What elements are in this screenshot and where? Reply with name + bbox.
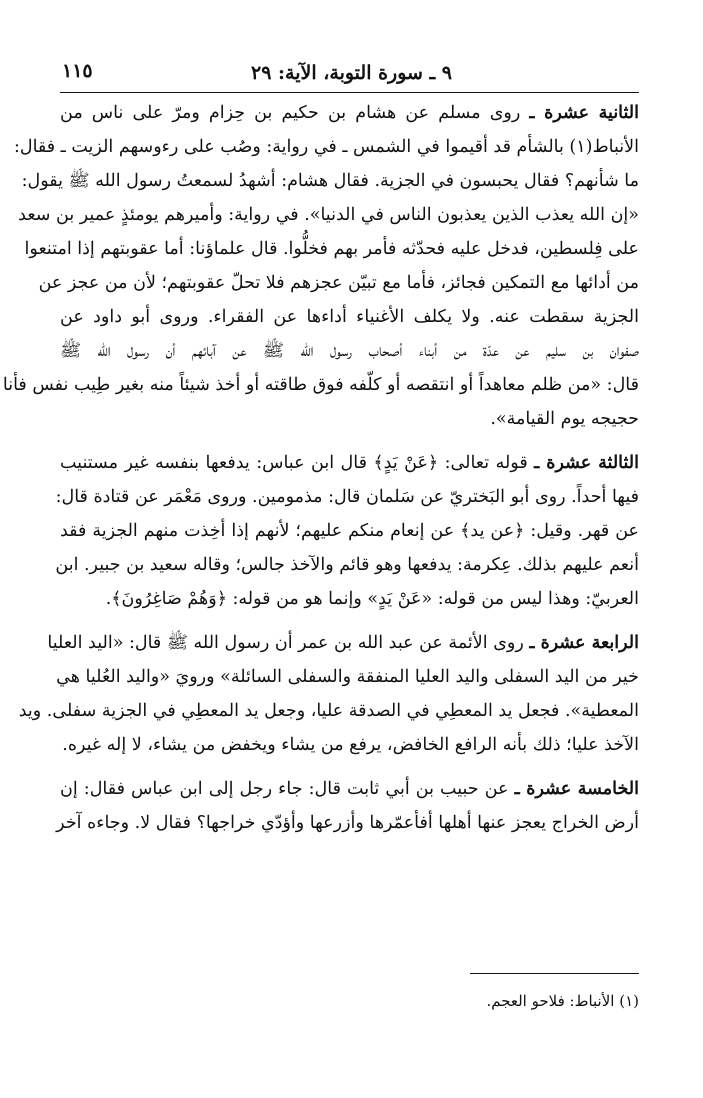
page-header: [60, 58, 643, 88]
text-line: صفوان بن سليم عن عدّة من أبناء أصحاب رسول الله ﷺ عن آبائهم أن رسول الله ﷺ: [60, 341, 639, 361]
text-line: العربيّ: وهذا ليس من قوله: «عَنْ يَدٍ» وإنما هو من قوله: ﴿وَهُمْ صَاغِرُونَ﴾.: [105, 589, 639, 609]
text-line: خير من اليد السفلى واليد العليا المنفقة والسفلى السائلة» ورويَ «واليد العُليا هي: [56, 667, 639, 687]
paragraph-13: [55, 446, 639, 616]
text-line: فيها أحداً. روى أبو البَختريّ عن سَلمان قال: مذمومين. وروى مَعْمَر عن قتادة قال:: [55, 487, 639, 507]
paragraph-12: [2, 96, 639, 436]
text-line: عن قهر. وقيل: ﴿عن يد﴾ عن إنعام منكم عليهم؛ لأنهم إذا أخِذت منهم الجزية فقد: [60, 521, 639, 541]
text-line: حجيجه يوم القيامة».: [490, 409, 639, 429]
text-line: ما شأنهم؟ فقال يحبسون في الجزية. فقال هشام: أشهدُ لسمعتُ رسول الله ﷺ يقول:: [21, 171, 639, 191]
text-line: الأنباط(١) بالشأم قد أقيموا في الشمس ـ في رواية: وصُب على رءوسهم الزيت ـ فقال:: [13, 137, 639, 157]
text-line: أنعم عليهم بذلك. عِكرمة: يدفعها وهو قائم والآخذ جالس؛ وقاله سعيد بن جبير. ابن: [55, 555, 639, 575]
text-line: المعطية». فجعل يد المعطِي في الصدقة عليا، وجعل يد المعطِي في الجزية سفلى. ويد: [18, 701, 639, 721]
paragraph-heading: الثانية عشرة ـ: [529, 103, 639, 123]
text-line: من أدائها مع التمكين فجائز، فأما مع تبيّن عجزهم فلا تحلّ عقوبتهم؛ لأن من عجز عن: [38, 273, 639, 293]
body-text: [2, 96, 639, 850]
paragraph-heading: الرابعة عشرة ـ: [529, 633, 639, 653]
text-line: عن حبيب بن أبي ثابت قال: جاء رجل إلى ابن عباس فقال: إن: [60, 779, 509, 799]
text-line: أرض الخراج يعجز عنها أهلها أفأعمّرها وأزرعها وأؤدّي خراجها؟ فقال لا. وجاءه آخر: [56, 813, 639, 833]
paragraph-15: [56, 772, 639, 840]
text-line: «إن الله يعذب الذين يعذبون الناس في الدنيا». في رواية: وأميرهم يومئذٍ عمير بن سعد: [18, 205, 639, 225]
page-number: ١١٥: [62, 60, 93, 82]
running-title: ٩ ـ سورة التوبة، الآية: ٢٩: [251, 62, 452, 84]
header-rule: [60, 92, 639, 93]
footnote-rule: [470, 973, 639, 974]
paragraph-heading: الخامسة عشرة ـ: [514, 779, 639, 799]
paragraph-14: [18, 626, 639, 762]
footnote: (١) الأنباط: فلاحو العجم.: [486, 992, 639, 1010]
paragraph-heading: الثالثة عشرة ـ: [534, 453, 639, 473]
text-line: الآخذ عليا؛ ذلك بأنه الرافع الخافض، يرفع من يشاء ويخفض من يشاء، لا إله غيره.: [62, 735, 639, 755]
text-line: روى مسلم عن هشام بن حكيم بن حِزام ومرّ على ناس من: [60, 103, 521, 123]
text-line: روى الأئمة عن عبد الله بن عمر أن رسول الله ﷺ قال: «اليد العليا: [47, 633, 524, 653]
text-line: الجزية سقطت عنه. ولا يكلف الأغنياء أداءها عن الفقراء. وروى أبو داود عن: [60, 307, 639, 327]
text-line: قال: «من ظلم معاهداً أو انتقصه أو كلّفه فوق طاقته أو أخذ شيئاً منه بغير طِيب نفس فأنا: [2, 375, 639, 395]
text-line: قوله تعالى: ﴿عَنْ يَدٍ﴾ قال ابن عباس: يدفعها بنفسه غير مستنيب: [60, 453, 528, 473]
text-line: على فِلسطين، فدخل عليه فحدّثه فأمر بهم فخلُّوا. قال علماؤنا: أما عقوبتهم إذا امتنعوا: [24, 239, 639, 259]
